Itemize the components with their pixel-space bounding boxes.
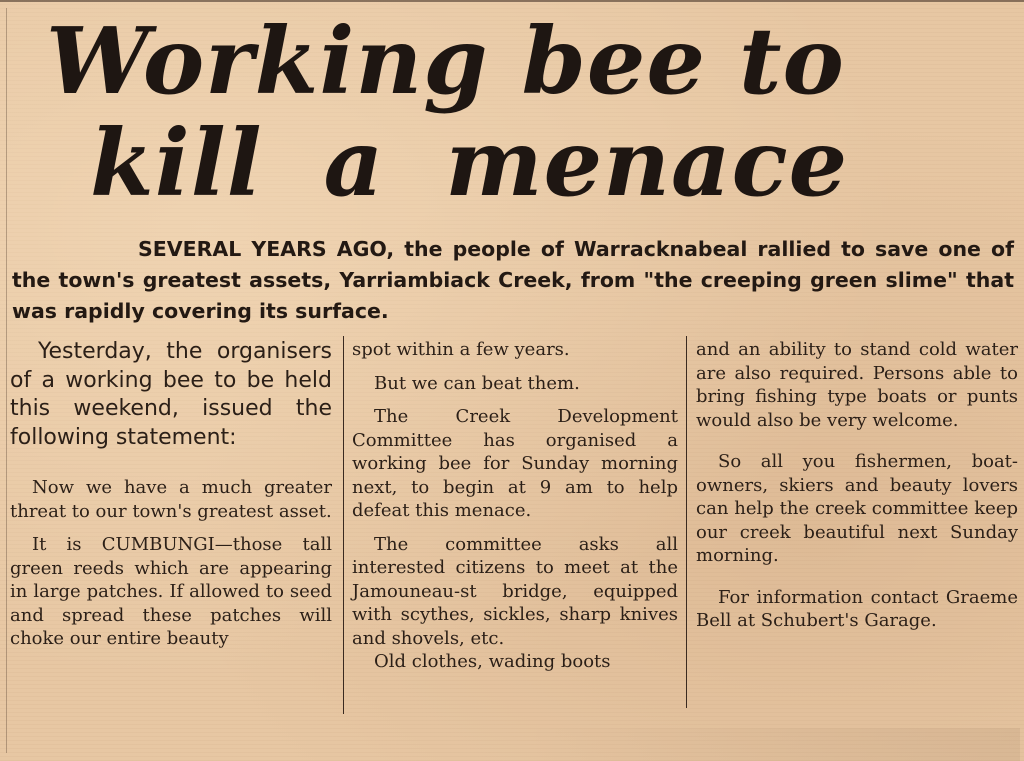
body-paragraph: The committee asks all interested citizens to meet at the Jamouneau-st bridge, equipped with scythes, sickles, sharp knives and shovels, etc.	[352, 533, 678, 649]
body-paragraph: It is CUMBUNGI—those tall green reeds which are appearing in large patches. If allowed to seed and spread these patches will choke our entire beauty	[10, 534, 332, 649]
headline	[46, 7, 1006, 217]
body-paragraph: The Creek Development Committee has organised a working bee for Sunday morning next, to begin at 9 am to help defeat this menace.	[352, 406, 678, 521]
headline-line-1: Working bee to	[46, 7, 845, 115]
body-paragraph: and an ability to stand cold water are also required. Persons able to bring fishing type boats or punts would also be very welcome.	[696, 339, 1018, 431]
column-divider-1	[343, 336, 344, 714]
lead-paragraph: Yesterday, the organisers of a working bee to be held this weekend, issued the following statement:	[10, 339, 332, 450]
left-rule	[6, 8, 7, 753]
body-paragraph: Old clothes, wading boots	[374, 651, 611, 672]
body-paragraph: But we can beat them.	[374, 372, 580, 394]
top-rule	[0, 0, 1024, 2]
body-paragraph: So all you fishermen, boat-owners, skiers and beauty lovers can help the creek committee keep our creek beautiful next Sunday morning.	[696, 451, 1018, 566]
column-divider-2	[686, 336, 687, 708]
body-paragraph: For information contact Graeme Bell at Schubert's Garage.	[696, 586, 1018, 631]
column-2	[352, 338, 678, 674]
headline-line-2: kill a menace	[90, 109, 849, 217]
paper-shadow	[520, 728, 1020, 761]
column-3	[696, 338, 1018, 633]
body-paragraph: spot within a few years.	[352, 339, 570, 360]
standfirst: SEVERAL YEARS AGO, the people of Warracknabeal rallied to save one of the town's greatest assets, Yarriambiack Creek, from "the creeping green slime" that was rapidly covering its surface.	[12, 237, 1014, 323]
column-1	[10, 338, 332, 651]
body-paragraph: Now we have a much greater threat to our town's greatest asset.	[10, 477, 332, 522]
